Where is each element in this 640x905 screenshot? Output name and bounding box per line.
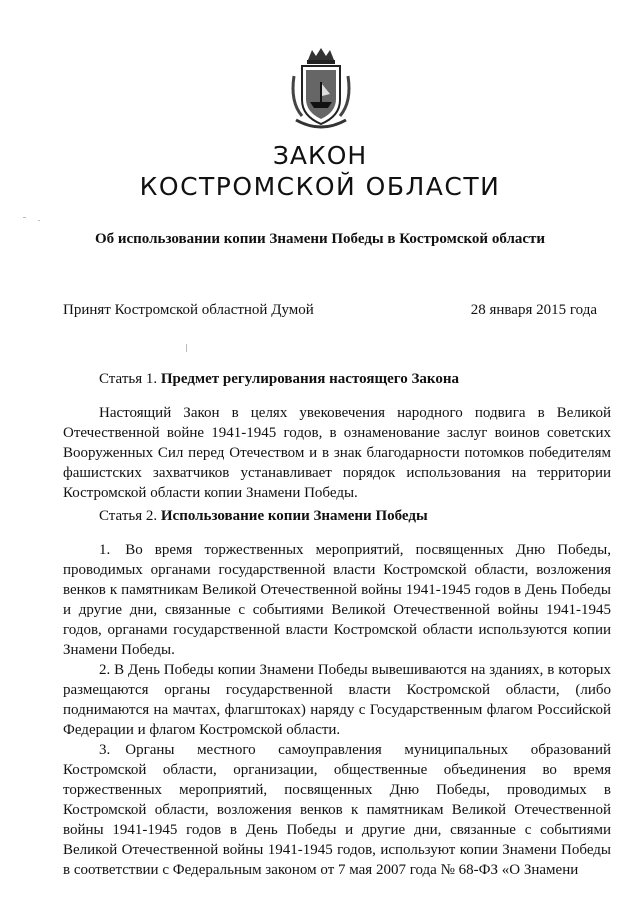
article-2-item-2: 2. В День Победы копии Знамени Победы вывешиваются на зданиях, в которых размещаются органы государственной власти Костромской области, (либо поднимаются на мачтах, флагштоках) наряду с Государственным флагом Российской Федерации и флагом Костромской области.	[63, 662, 611, 738]
region-title: КОСТРОМСКОЙ ОБЛАСТИ	[139, 172, 501, 201]
law-title: ЗАКОН	[272, 141, 368, 170]
scan-speck	[38, 220, 40, 221]
article-2-number: Статья 2.	[99, 508, 158, 524]
article-2-item-3: 3. Органы местного самоуправления муниципальных образований Костромской области, организации, общественные объединения во время торжественных мероприятий, посвященных Дню Победы, проводимых в Костромской области, возложения венков к памятникам Великой Отечественной войны 1941-1945 годов в День Победы и другие дни, связанные с событиями Великой Отечественной войны 1941-1945 годов, используют копии Знамени Победы в соответствии с Федеральным законом от 7 мая 2007 года № 68-ФЗ «О Знамени	[63, 742, 611, 878]
article-1-heading	[99, 371, 459, 388]
article-1-title: Предмет регулирования настоящего Закона	[160, 371, 459, 387]
article-2-title: Использование копии Знамени Победы	[160, 508, 428, 524]
article-1-number: Статья 1.	[99, 371, 158, 387]
adopted-by: Принят Костромской областной Думой	[63, 302, 314, 318]
article-2-body	[63, 540, 611, 880]
adoption-date: 28 января 2015 года	[470, 302, 597, 318]
coat-of-arms-icon	[288, 46, 354, 130]
law-subject: Об использовании копии Знамени Победы в Костромской области	[94, 231, 546, 247]
scan-speck	[23, 217, 26, 218]
article-1-text: Настоящий Закон в целях увековечения народного подвига в Великой Отечественной войне 1941-1945 годов, в ознаменование заслуг воинов советских Вооруженных Сил перед Отечеством и в знак благодарности потомков победителям фашистских захватчиков устанавливает порядок использования на территории Костромской области копии Знамени Победы.	[63, 405, 611, 501]
article-2-item-1: 1. Во время торжественных мероприятий, посвященных Дню Победы, проводимых органами государственной власти Костромской области, возложения венков к памятникам Великой Отечественной войны 1941-1945 годов в День Победы и другие дни, связанные с событиями Великой Отечественной войны 1941-1945 годов, органами государственной власти Костромской области используются копии Знамени Победы.	[63, 542, 611, 658]
article-1-body	[63, 403, 611, 503]
article-2-heading	[99, 508, 428, 525]
adoption-row	[63, 302, 597, 319]
scan-speck	[186, 344, 187, 352]
